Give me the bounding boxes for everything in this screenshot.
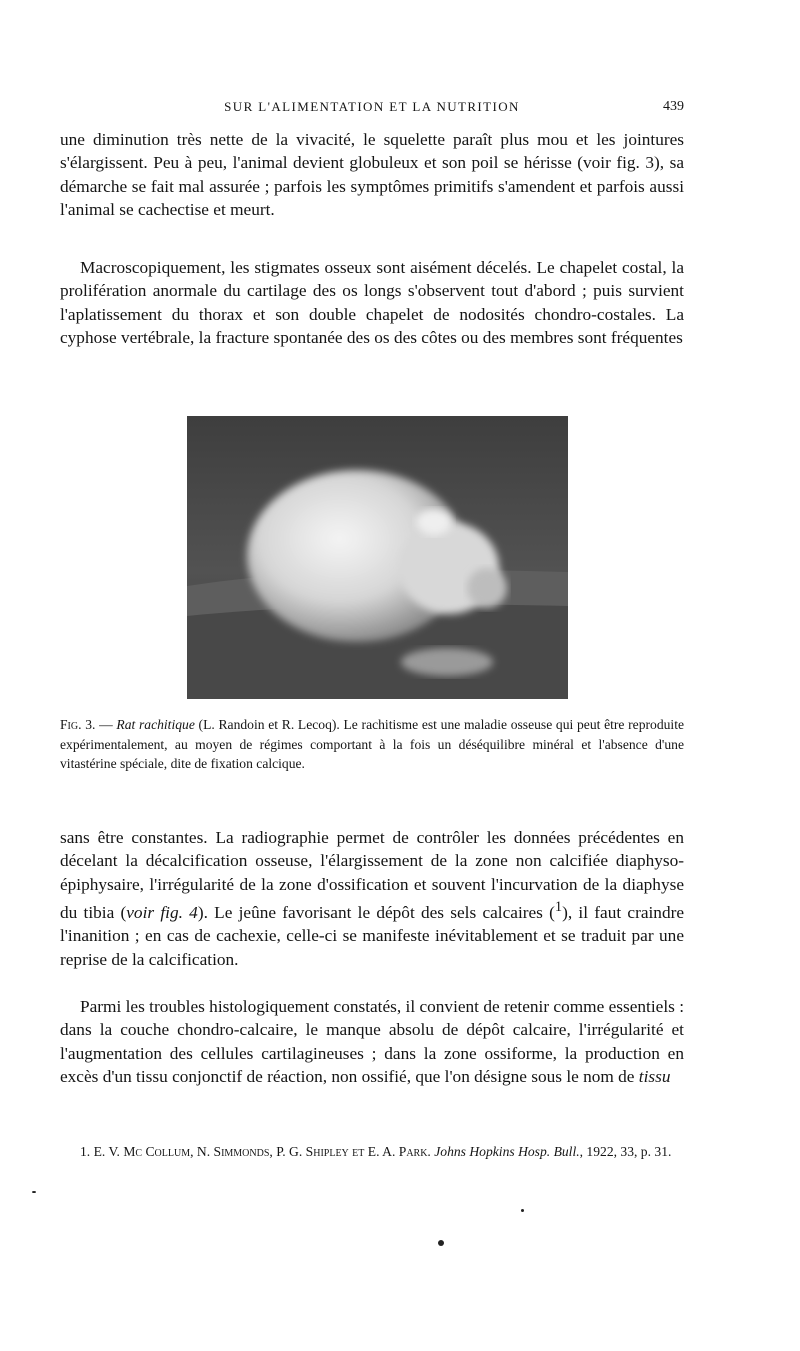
paragraph-histology	[60, 995, 684, 1089]
paragraph-histology-text: Parmi les troubles histologiquement constatés, il convient de retenir comme essentiels : dans la couche chondro-calcaire, le manque absolu de dépôt calcaire, l'irrégularité et l'augmentation des cellules cartilagineuses ; dans la zone ossiforme, la production en excès d'un tissu conjonctif de réaction, non ossifié, que l'on désigne sous le nom de	[60, 997, 684, 1087]
footnote-number: 1.	[80, 1144, 91, 1159]
paragraph-histology-ending: tissu	[638, 1067, 671, 1087]
running-head-title: SUR L'ALIMENTATION ET LA NUTRITION	[224, 99, 520, 114]
footnote-citation: , 1922, 33, p. 31.	[579, 1144, 672, 1159]
figure-dash: —	[95, 717, 117, 732]
ink-speck	[32, 1191, 36, 1193]
ink-speck	[438, 1240, 444, 1246]
running-head	[60, 99, 684, 121]
paragraph-macroscopic: Macroscopiquement, les stigmates osseux sont aisément décelés. Le chapelet costal, la prolifération anormale du cartilage des os longs s'observent tout d'abord ; puis survient l'aplatissement du thorax et son double chapelet de nodosités chondro-costales. La cyphose vertébrale, la fracture spontanée des os des côtes ou des membres sont fréquentes	[60, 258, 684, 348]
figure-label: Fig. 3.	[60, 717, 96, 732]
figure-title: Rat rachitique	[116, 717, 195, 732]
footnote-reference: 1	[554, 899, 563, 916]
footnote	[60, 1142, 684, 1162]
page-number: 439	[663, 99, 684, 114]
footnote-journal: Johns Hopkins Hosp. Bull.	[434, 1144, 580, 1159]
paragraph-radiography	[60, 826, 684, 971]
figure-rat-photo	[187, 416, 568, 699]
figure-reference: voir fig. 4	[126, 902, 198, 922]
figure-caption-text: Le rachitisme est une maladie osseuse qui peut être reproduite expérimentalement, au moyen de régimes comportant à la fois un déséquilibre minéral et l'absence d'une vitastérine spéciale, dite de fixation calcique.	[60, 717, 685, 772]
rachitic-rat-photograph	[187, 416, 568, 699]
ink-speck	[521, 1209, 524, 1212]
paragraph-radiography-text-3: ), il faut craindre l'inanition ; en cas de cachexie, celle-ci se manifeste inévitablement et se traduit par une reprise de la calcification.	[60, 902, 685, 969]
figure-caption	[60, 715, 684, 774]
paragraph-radiography-text-1: sans être constantes. La radiographie permet de contrôler les données précédentes en décelant la décalcification osseuse, l'élargissement de la zone non calcifiée diaphyso-épiphysaire, l'irrégularité de la zone d'ossification et souvent l'incurvation de la diaphyse du tibia (	[60, 828, 684, 922]
paragraph-radiography-text-2: ). Le jeûne favorisant le dépôt des sels calcaires (	[197, 902, 555, 922]
paragraph-symptoms: une diminution très nette de la vivacité, le squelette paraît plus mou et les jointures s'élargissent. Peu à peu, l'animal devient globuleux et son poil se hérisse (voir fig. 3), sa démarche se fait mal assurée ; parfois les symptômes primitifs s'amendent et parfois aussi l'animal se cachectise et meurt.	[60, 130, 684, 220]
footnote-authors: E. V. Mc Collum, N. Simmonds, P. G. Shipley et E. A. Park.	[93, 1144, 431, 1159]
figure-credit: (L. Randoin et R. Lecoq).	[194, 717, 340, 732]
